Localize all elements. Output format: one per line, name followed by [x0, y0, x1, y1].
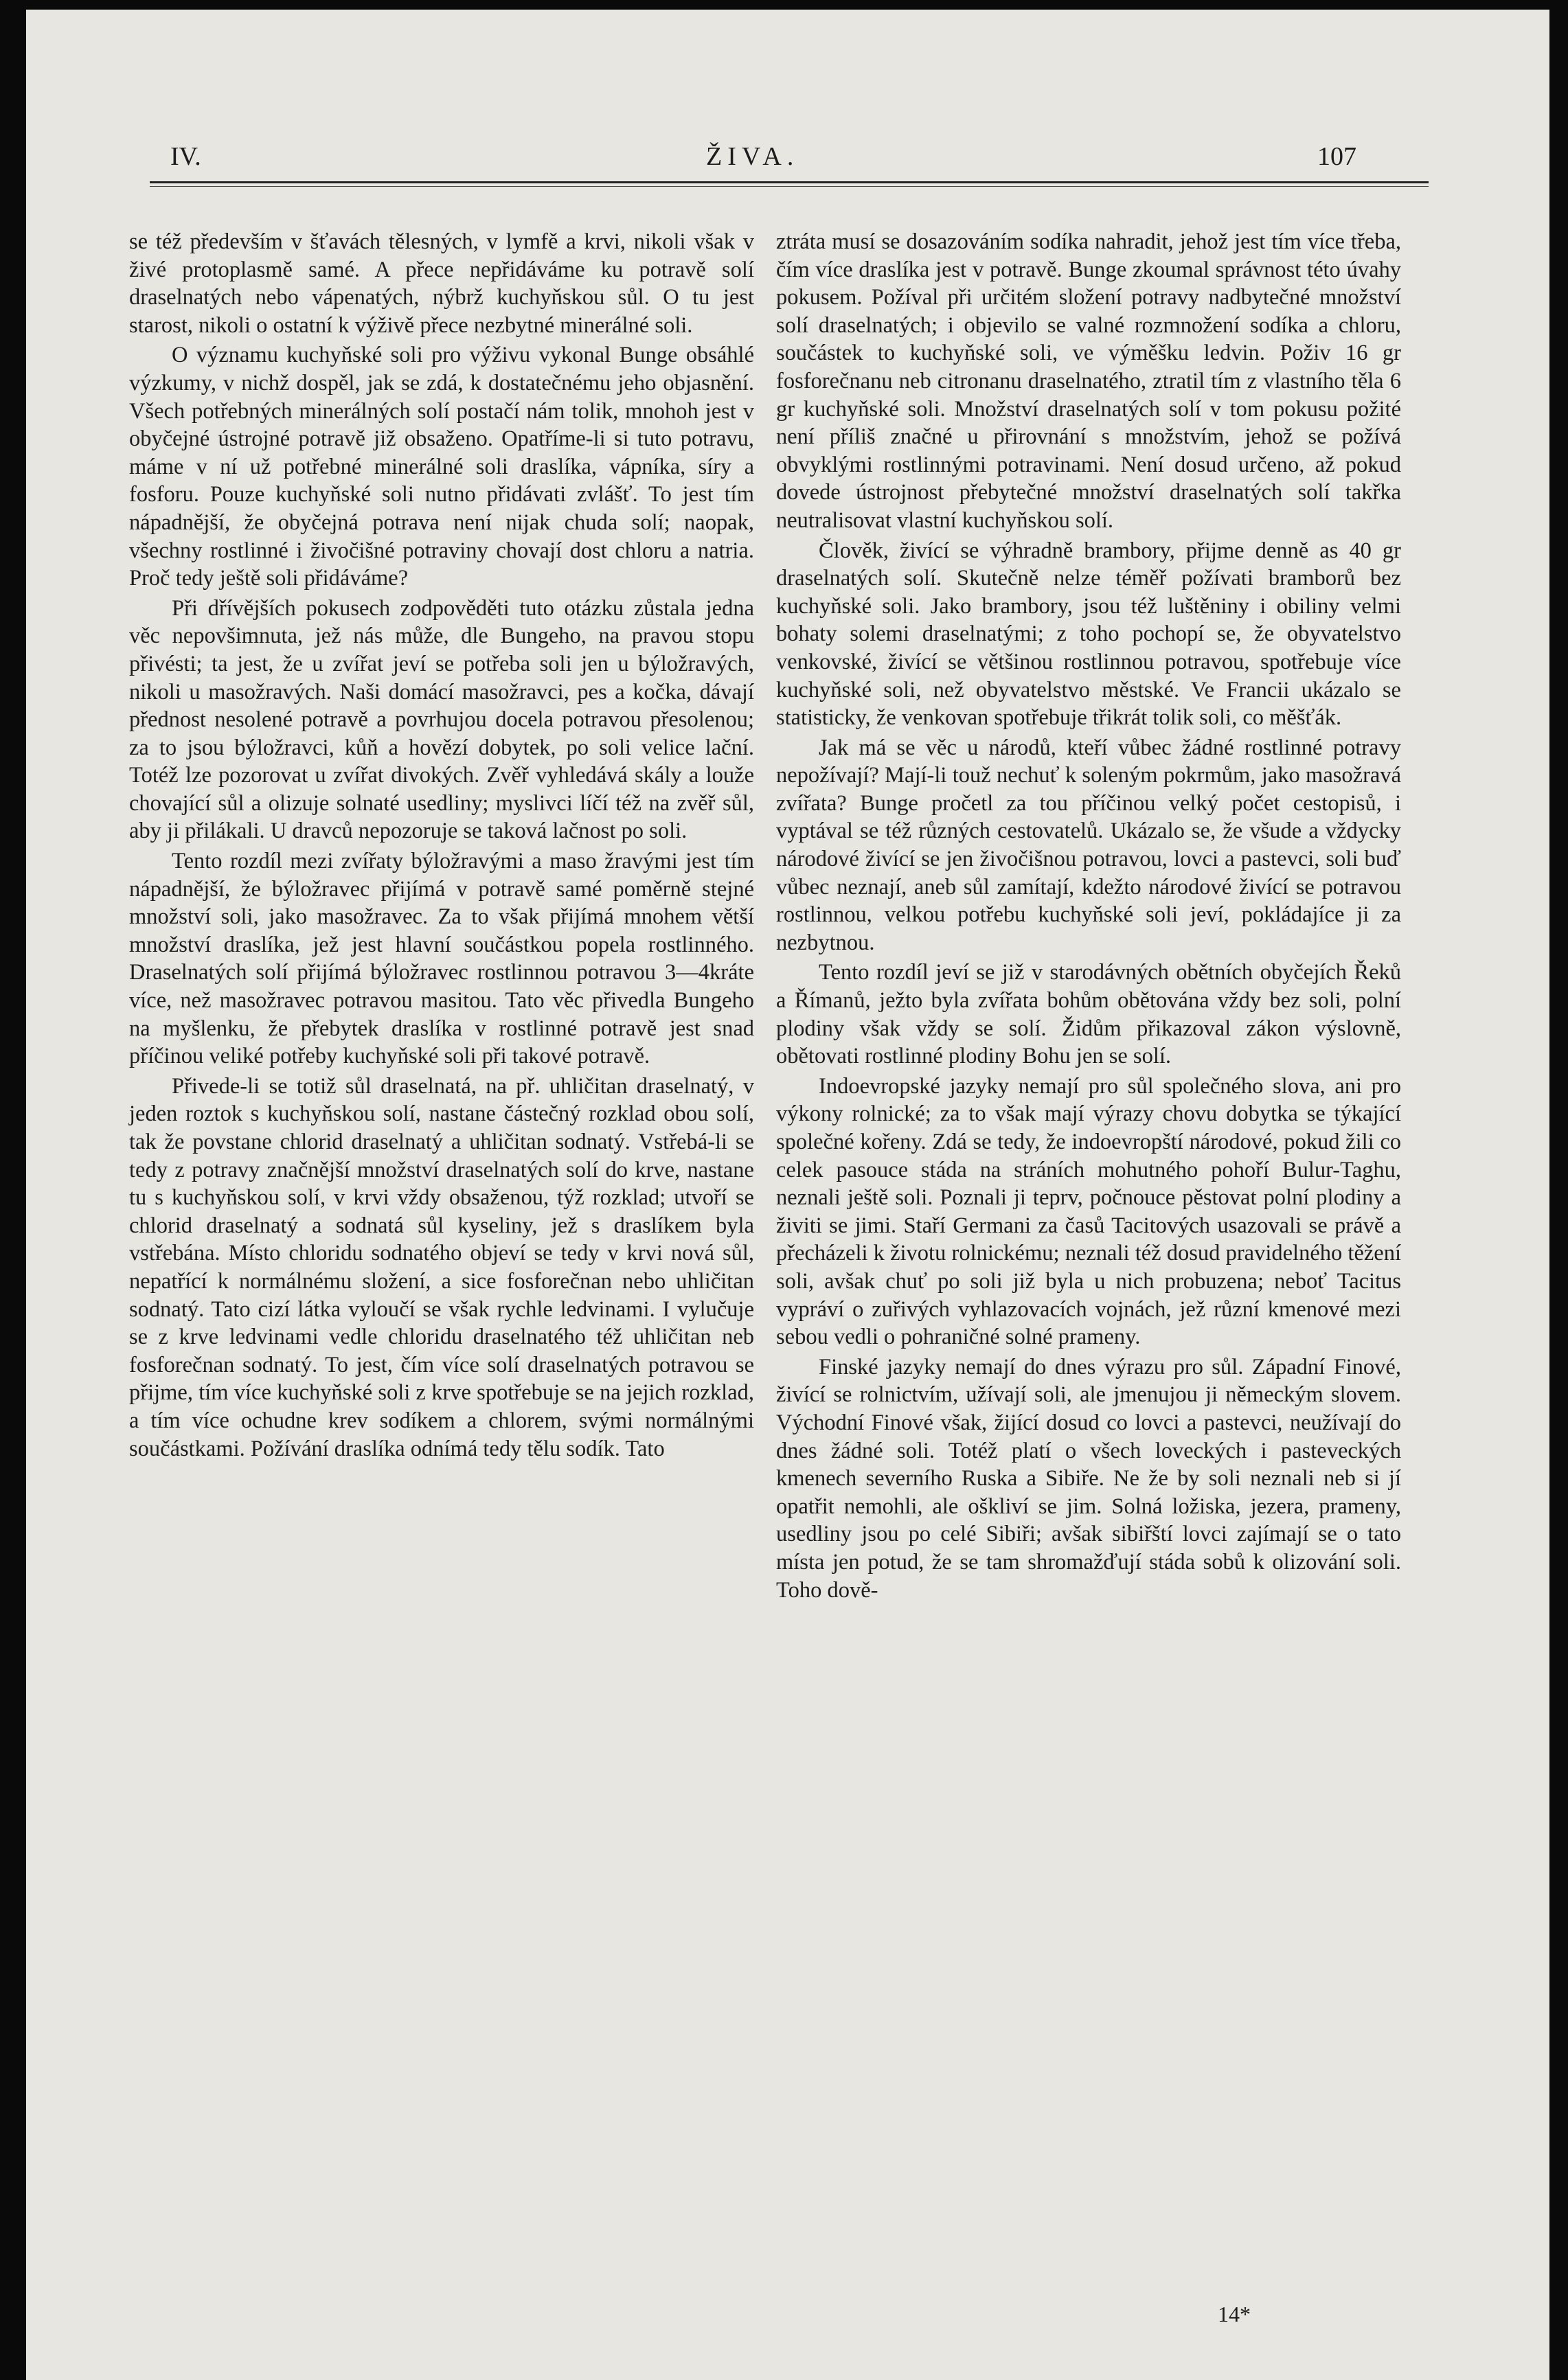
- left-column: [129, 228, 754, 1463]
- volume-number: IV.: [170, 142, 201, 171]
- paragraph: Indoevropské jazyky nemají pro sůl společného slova, ani pro výkony rolnické; za to však mají výrazy chovu dobytka se týkající společné kořeny. Zdá se tedy, že indoevropští národové, pokud žili co celek pasouce stáda na stráních mohutného pohoří Bulur-Taghu, neznali ještě soli. Poznali ji teprv, počnouce pěstovat polní plodiny a živiti se jimi. Staří Germani za časů Tacitových usazovali se právě a přecházeli k životu rolnickému; neznali též dosud pravidelného těžení soli, avšak chuť po soli již byla u nich probuzena; neboť Tacitus vypráví o zuřivých vyhlazovacích vojnách, jež různí kmenové mezi sebou vedli o pohraničné solné prameny.: [776, 1073, 1401, 1350]
- journal-title: ŽIVA.: [706, 142, 799, 171]
- paragraph: Tento rozdíl jeví se již v starodávných obětních obyčejích Řeků a Římanů, ježto byla zvířata bohům obětována vždy bez soli, polní plodiny však vždy se solí. Židům přikazoval zákon výslovně, obětovati rostlinné plodiny Bohu jen se solí.: [776, 960, 1401, 1069]
- paragraph: O významu kuchyňské soli pro výživu vykonal Bunge obsáhlé výzkumy, v nichž dospěl, jak se zdá, k dostatečnému jeho objasnění. Všech potřebných minerálných solí postačí nám tolik, mnohoh jest v obyčejné ústrojné potravě již obsaženo. Opatříme-li si tuto potravu, máme v ní už potřebné minerálné soli draslíka, vápníka, síry a fosforu. Pouze kuchyňské soli nutno přidávati zvlášť. To jest tím nápadnější, že obyčejná potrava není nijak chuda solí; naopak, všechny rostlinné i živočišné potraviny chovají dost chloru a natria. Proč tedy ještě soli přidáváme?: [129, 343, 754, 591]
- paragraph: Při dřívějších pokusech zodpověděti tuto otázku zůstala jedna věc nepovšimnuta, jež nás může, dle Bungeho, na pravou stopu přivésti; ta jest, že u zvířat jeví se potřeba soli jen u býložravých, nikoli u masožravých. Naši domácí masožravci, pes a kočka, dávají přednost nesolené potravě a povrhujou docela potravou přesolenou; za to jsou býložravci, kůň a hovězí dobytek, po soli velice lační. Totéž lze pozorovat u zvířat divokých. Zvěř vyhledává skály a louže chovající sůl a olizuje solnaté usedliny; myslivci líčí též na zvěř sůl, aby ji přilákali. U dravců nepozoruje se taková lačnost po soli.: [129, 595, 754, 844]
- paragraph: Přivede-li se totiž sůl draselnatá, na př. uhličitan draselnatý, v jeden roztok s kuchyňskou solí, nastane částečný rozklad obou solí, tak že povstane chlorid draselnatý a uhličitan sodnatý. Vstřebá-li se tedy z potravy značnější množství draselnatých solí do krve, nastane tu s kuchyňskou solí, v krvi vždy obsaženou, týž rozklad; utvoří se chlorid draselnatý a sodnatá sůl kyseliny, jež s draslíkem byla vstřebána. Místo chloridu sodnatého objeví se tedy v krvi nová sůl, nepatřící k normálnému složení, a sice fosforečnan nebo uhličitan sodnatý. Tato cizí látka vyloučí se však rychle ledvinami. I vylučuje se z krve ledvinami vedle chloridu draselnatého též uhličitan neb fosforečnan sodnatý. To jest, čím více solí draselnatých potravou se přijme, tím více kuchyňské soli z krve spotřebuje se na jejich rozklad, a tím více ochudne krev sodíkem a chlorem, svými normálnými součástkami. Požívání draslíka odnímá tedy tělu sodík. Tato: [129, 1073, 754, 1461]
- signature-mark: 14*: [1218, 2302, 1251, 2326]
- header-rule: [150, 181, 1429, 187]
- paragraph: Tento rozdíl mezi zvířaty býložravými a maso žravými jest tím nápadnější, že býložravec přijímá v potravě samé poměrně stejné množství soli, jako masožravec. Za to však přijímá mnohem větší množství draslíka, jež jest hlavní součástkou popela rostlinného. Draselnatých solí přijímá býložravec rostlinnou potravou 3—4kráte více, než masožravec potravou masitou. Tato věc přivedla Bungeho na myšlenku, že přebytek draslíka v rostlinné potravě jest snad příčinou veliké potřeby kuchyňské soli při takové potravě.: [129, 849, 754, 1069]
- paragraph: Člověk, živící se výhradně brambory, přijme denně as 40 gr draselnatých solí. Skutečně nelze téměř požívati bramborů bez kuchyňské soli. Jako brambory, jsou též luštěniny i obiliny velmi bohaty solemi draselnatými; z toho pochopí se, že obyvatelstvo venkovské, živící se většinou rostlinnou potravou, spotřebuje více kuchyňské soli, než obyvatelstvo městské. Ve Francii ukázalo se statisticky, že venkovan spotřebuje třikrát tolik soli, co měšťák.: [776, 538, 1401, 731]
- scanned-page: [26, 10, 1549, 2380]
- right-column: [776, 228, 1401, 1604]
- page-number: 107: [1317, 142, 1356, 171]
- paragraph: Finské jazyky nemají do dnes výrazu pro sůl. Západní Finové, živící se rolnictvím, užívají soli, ale jmenujou ji německým slovem. Východní Finové však, žijící dosud co lovci a pastevci, neužívají do dnes žádné soli. Totéž platí o všech loveckých i pasteveckých kmenech severního Ruska a Sibiře. Ne že by soli neznali neb si jí opatřit nemohli, ale oškliví se jim. Solná ložiska, jezera, prameny, usedliny jsou po celé Sibiři; avšak sibiřští lovci zajímají se o tato místa jen potud, že se tam shromažďují stáda sobů k olizování soli. Toho dově-: [776, 1354, 1401, 1603]
- running-header: [26, 10, 1549, 188]
- paragraph: ztráta musí se dosazováním sodíka nahradit, jehož jest tím více třeba, čím více draslíka jest v potravě. Bunge zkoumal správnost této úvahy pokusem. Požíval při určitém složení potravy nadbytečné množství solí draselnatých; i objevilo se valné rozmnožení sodíka a chloru, součástek to kuchyňské soli, ve výměšku ledvin. Poživ 16 gr fosforečnanu neb citronanu draselnatého, ztratil tím z vlastního těla 6 gr kuchyňské soli. Množství draselnatých solí v tom pokusu požité není příliš značné u přirovnání s množstvím, jehož se požívá obvyklými rostlinnými potravinami. Není dosud určeno, až pokud dovede ústrojnost přebytečné množství draselnatých solí takřka neutralisovat vlastní kuchyňskou solí.: [776, 229, 1401, 533]
- paragraph: se též především v šťavách tělesných, v lymfě a krvi, nikoli však v živé protoplasmě samé. A přece nepřidáváme ku potravě solí draselnatých nebo vápenatých, nýbrž kuchyňskou sůl. O tu jest starost, nikoli o ostatní k výživě přece nezbytné minerálné soli.: [129, 229, 754, 338]
- paragraph: Jak má se věc u národů, kteří vůbec žádné rostlinné potravy nepožívají? Mají-li touž nechuť k soleným pokrmům, jako masožravá zvířata? Bunge pročetl za tou příčinou velký počet cestopisů, i vyptával se též různých cestovatelů. Ukázalo se, že všude a vždycky národové živící se jen živočišnou potravou, lovci a pastevci, soli buď vůbec neznají, aneb sůl zamítají, kdežto národové živící se potravou rostlinnou, velkou potřebu kuchyňské soli jeví, pokládajíce ji za nezbytnou.: [776, 735, 1401, 955]
